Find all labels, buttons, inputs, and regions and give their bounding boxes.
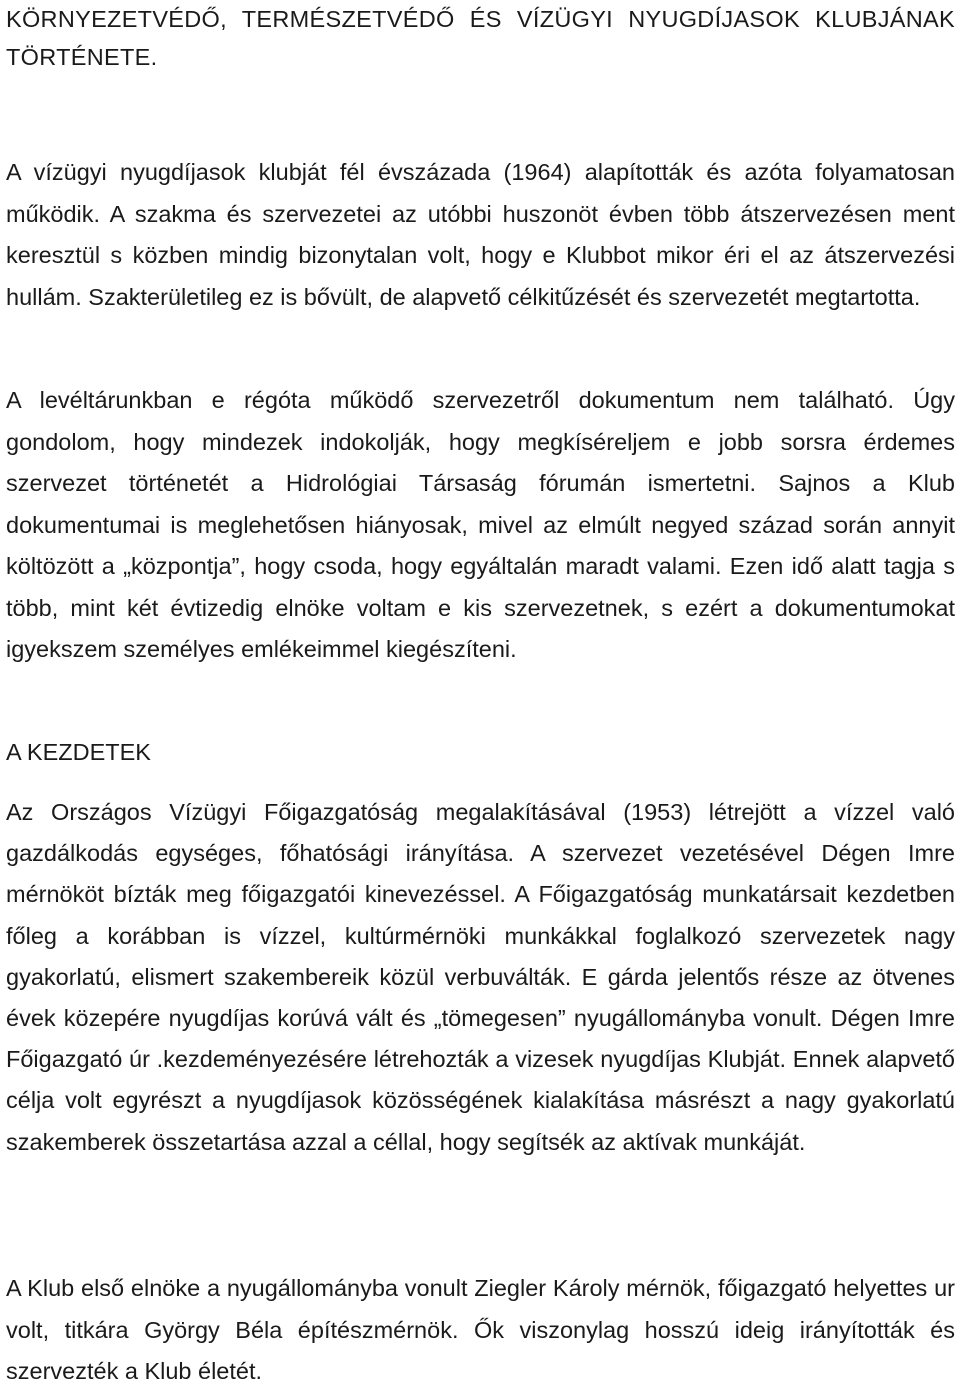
paragraph-beginnings: Az Országos Vízügyi Főigazgatóság megalakításával (1953) létrejött a vízzel való gazdálkodás egységes, főhatósági irányítása. A szervezet vezetésével Dégen Imre mérnököt bízták meg főigazgatói kinevezéssel. A Főigazgatóság munkatársait kezdetben főleg a korábban is vízzel, kultúrmérnöki munkákkal foglalkozó szervezetek nagy gyakorlatú, elismert szakembereik közül verbuválták. E gárda jelentős része az ötvenes évek közepére nyugdíjas korúvá vált és „tömegesen” nyugállományba vonult. Dégen Imre Főigazgató úr .kezdeményezésére létrehozták a vizesek nyugdíjas Klubját. Ennek alapvető célja volt egyrészt a nyugdíjasok közösségének kialakítása másrészt a nagy gyakorlatú szakemberek összetartása azzal a céllal, hogy segítsék az aktívak munkáját. xyxy=(6,799,955,1155)
section-heading: A KEZDETEK xyxy=(6,739,151,765)
paragraph-archive: A levéltárunkban e régóta működő szervezetről dokumentum nem található. Úgy gondolom, hogy mindezek indokolják, hogy megkíséreljem e jobb sorsra érdemes szervezet történetét a Hidrológiai Társaság fórumán ismertetni. Sajnos a Klub dokumentumai is meglehetősen hiányosak, mivel az elmúlt negyed század során annyit költözött a „központja”, hogy csoda, hogy egyáltalán maradt valami. Ezen idő alatt tagja s több, mint két évtizedig elnöke voltam e kis szervezetnek, s ezért a dokumentumokat igyekszem személyes emlékeimmel kiegészíteni. xyxy=(6,387,955,662)
paragraph-founding: A vízügyi nyugdíjasok klubját fél évszázada (1964) alapították és azóta folyamatosan működik. A szakma és szervezetei az utóbbi huszonöt évben több átszervezésen ment keresztül s közben mindig bizonytalan volt, hogy e Klubbot mikor éri el az átszervezési hullám. Szakterületileg ez is bővült, de alapvető célkitűzését és szervezetét megtartotta. xyxy=(6,159,955,310)
document-title: KÖRNYEZETVÉDŐ, TERMÉSZETVÉDŐ ÉS VÍZÜGYI NYUGDÍJASOK KLUBJÁNAK TÖRTÉNETE. xyxy=(6,6,955,70)
paragraph-first-president: A Klub első elnöke a nyugállományba vonult Ziegler Károly mérnök, főigazgató helyettes ur volt, titkára György Béla építészmérnök. Ők viszonylag hosszú ideig irányították és szervezték a Klub életét. xyxy=(6,1275,955,1384)
